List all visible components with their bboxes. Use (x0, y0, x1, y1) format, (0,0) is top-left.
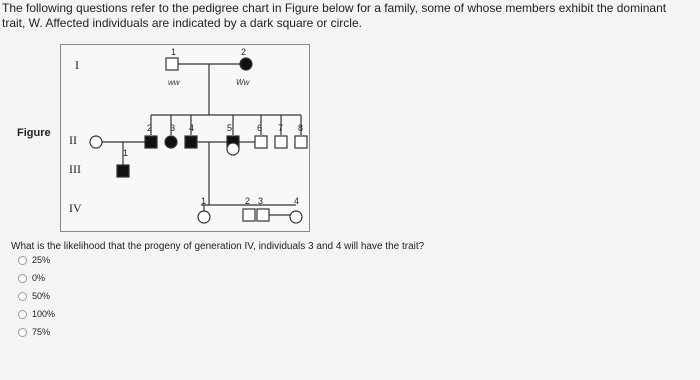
intro-line-2: trait, W. Affected individuals are indicated by a dark square or circle. (2, 16, 362, 30)
option-50-percent[interactable] (18, 291, 50, 301)
radio-icon[interactable] (18, 292, 27, 301)
gen4-female-1 (198, 211, 210, 223)
gen2-number-5: 5 (227, 123, 233, 133)
generation-label-iv: IV (69, 201, 82, 215)
gen2-female-1 (90, 136, 102, 148)
question-text: What is the likelihood that the progeny of generation IV, individuals 3 and 4 will have the trait? (11, 241, 425, 252)
radio-icon[interactable] (18, 310, 27, 319)
option-label: 25% (32, 255, 51, 265)
gen2-male-7 (275, 136, 287, 148)
gen1-female-2 (240, 58, 252, 70)
genotype-gen1-2: Ww (236, 78, 250, 87)
gen3-number-1: 1 (123, 148, 129, 158)
radio-icon[interactable] (18, 256, 27, 265)
pedigree-symbols (61, 45, 309, 231)
generation-label-i: I (75, 58, 79, 72)
figure-label: Figure (17, 127, 51, 139)
gen2-male-2 (145, 136, 157, 148)
gen4-number-4: 4 (294, 196, 300, 206)
option-label: 75% (32, 327, 51, 337)
gen4-male-3 (257, 209, 269, 221)
gen2-number-8: 8 (298, 123, 304, 133)
option-75-percent[interactable] (18, 327, 50, 337)
gen4-number-3: 3 (258, 196, 264, 206)
gen2-number-7: 7 (278, 123, 284, 133)
gen1-male-1 (166, 58, 178, 70)
gen2-male-4 (185, 136, 197, 148)
option-label: 100% (32, 309, 56, 319)
gen1-number-1: 1 (171, 47, 177, 57)
generation-label-iii: III (69, 162, 81, 176)
genotype-gen1-1: ww (168, 78, 180, 87)
gen4-number-1: 1 (201, 196, 207, 206)
gen2-number-3: 3 (170, 123, 176, 133)
pedigree-chart (60, 44, 310, 232)
gen3-male-1 (117, 165, 129, 177)
option-0-percent[interactable] (18, 273, 45, 283)
option-label: 0% (32, 273, 46, 283)
intro-line-1: The following questions refer to the pedigree chart in Figure below for a family, some of whose members exhibit the dominant (2, 1, 667, 15)
option-label: 50% (32, 291, 51, 301)
gen1-number-2: 2 (241, 47, 247, 57)
gen2-female-3 (165, 136, 177, 148)
radio-icon[interactable] (18, 328, 27, 337)
option-25-percent[interactable] (18, 255, 50, 265)
option-100-percent[interactable] (18, 309, 55, 319)
gen4-number-2: 2 (245, 196, 251, 206)
gen4-female-4 (290, 211, 302, 223)
generation-label-ii: II (69, 133, 77, 147)
gen2-male-6 (255, 136, 267, 148)
gen4-male-2 (243, 209, 255, 221)
gen2-female-5b (227, 143, 239, 155)
radio-icon[interactable] (18, 274, 27, 283)
gen2-male-8 (295, 136, 307, 148)
gen2-number-4: 4 (189, 123, 195, 133)
gen2-number-2: 2 (147, 123, 153, 133)
gen2-number-6: 6 (257, 123, 263, 133)
